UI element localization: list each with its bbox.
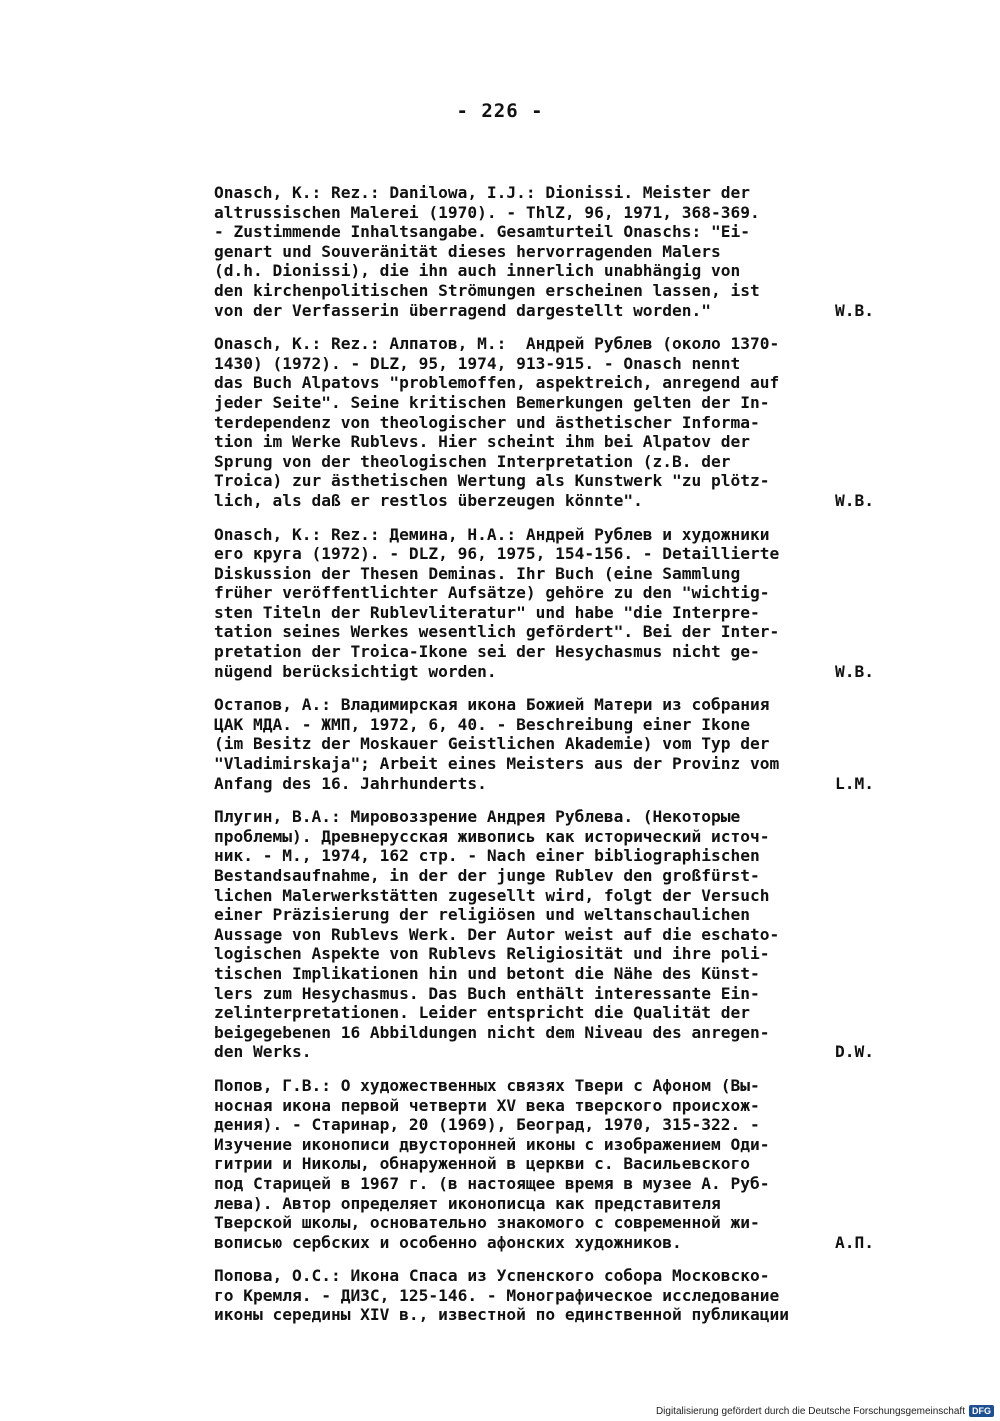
bibliography-entry: [214, 695, 894, 793]
entry-line: Остапов, А.: Владимирская икона Божией Матери из собрания: [214, 695, 770, 715]
entry-line: lichen Malerwerkstätten zugesellt wird, folgt der Versuch: [214, 885, 770, 905]
entry-line: Тверской школы, основательно знакомого с современной жи-: [214, 1213, 760, 1233]
entry-line: Плугин, В.А.: Мировоззрение Андрея Рублева. (Некоторые: [214, 807, 741, 827]
footer-text: Digitalisierung gefördert durch die Deutsche Forschungsgemeinschaft: [655, 1405, 965, 1417]
reviewer-initials: D.W.: [835, 1042, 874, 1062]
entry-line: го Кремля. - ДИЗС, 125-146. - Монографическое исследование: [214, 1285, 780, 1305]
entry-line: tation seines Werkes wesentlich gefördert". Bei der Inter-: [214, 622, 780, 642]
entry-line: zelinterpretationen. Leider entspricht die Qualität der: [214, 1003, 751, 1023]
entry-line: Попов, Г.В.: О художественных связях Твери с Афоном (Вы-: [214, 1075, 760, 1095]
bibliography-entry: [214, 183, 894, 320]
entry-line: "Vladimirskaja"; Arbeit eines Meisters aus der Provinz vom: [214, 754, 780, 774]
entry-line: lers zum Hesychasmus. Das Buch enthält interessante Ein-: [214, 983, 760, 1003]
entry-line: иконы середины XIV в., известной по единственной публикации: [214, 1305, 789, 1325]
entry-line: под Старицей в 1967 г. (в настоящее время в музее А. Руб-: [214, 1173, 770, 1193]
entry-last-line: [214, 1233, 894, 1253]
entry-line: Onasch, K.: Rez.: Danilowa, I.J.: Dionissi. Meister der: [214, 183, 751, 202]
entry-line: Troica) zur ästhetischen Wertung als Kunstwerk "zu plötz-: [214, 471, 770, 491]
entry-last-line: [214, 1042, 894, 1062]
reviewer-initials: А.П.: [835, 1232, 874, 1252]
entry-line: Bestandsaufnahme, in der der junge Rublev den großfürst-: [214, 866, 760, 885]
entry-line: Onasch, K.: Rez.: Алпатов, М.: Андрей Рублев (около 1370-: [214, 334, 780, 354]
entry-line: Sprung von der theologischen Interpretation (z.B. der: [214, 451, 731, 471]
entry-line: лева). Автор определяет иконописца как представителя: [214, 1193, 721, 1213]
entry-line: terdependenz von theologischer und ästhetischer Informa-: [214, 412, 760, 432]
reviewer-initials: L.M.: [835, 773, 874, 793]
entry-line: вописью сербских и особенно афонских художников.: [214, 1232, 682, 1252]
entry-line: tischen Implikationen hin und betont die Nähe des Künst-: [214, 963, 760, 983]
entry-line: его круга (1972). - DLZ, 96, 1975, 154-156. - Detaillierte: [214, 544, 780, 564]
entry-line: sten Titeln der Rublevliteratur" und habe "die Interpre-: [214, 602, 760, 622]
entry-line: дения). - Старинар, 20 (1969), Београд, 1970, 315-322. -: [214, 1115, 760, 1135]
entry-line: Diskussion der Thesen Deminas. Ihr Buch (eine Sammlung: [214, 563, 741, 583]
reviewer-initials: W.B.: [835, 300, 874, 320]
entry-line: ник. - М., 1974, 162 стр. - Nach einer bibliographischen: [214, 846, 760, 866]
entry-line: von der Verfasserin überragend dargestellt worden.": [214, 300, 712, 320]
entry-line: genart und Souveränität dieses hervorragenden Malers: [214, 241, 721, 261]
entry-line: nügend berücksichtigt worden.: [214, 661, 497, 681]
entry-last-line: [214, 491, 894, 511]
entry-line: проблемы). Древнерусская живопись как исторический источ-: [214, 826, 770, 846]
page-number: - 226 -: [456, 100, 544, 122]
entry-line: - Zustimmende Inhaltsangabe. Gesamturteil Onaschs: "Ei-: [214, 222, 751, 242]
footer: [656, 1405, 994, 1417]
entry-line: logischen Aspekte von Rublevs Religiosität und ihre poli-: [214, 944, 770, 964]
entry-line: носная икона первой четверти XV века тверского происхож-: [214, 1095, 760, 1115]
dfg-logo-icon: DFG: [969, 1405, 994, 1417]
bibliography-entry: [214, 807, 894, 1062]
entry-line: (d.h. Dionissi), die ihn auch innerlich unabhängig von: [214, 261, 741, 281]
reviewer-initials: W.B.: [835, 490, 874, 510]
entry-last-line: [214, 774, 894, 794]
entry-line: 1430) (1972). - DLZ, 95, 1974, 913-915. - Onasch nennt: [214, 353, 741, 373]
entry-line: Aussage von Rublevs Werk. Der Autor weist auf die eschato-: [214, 924, 780, 944]
bibliography-entry: [214, 334, 894, 510]
entry-line: beigegebenen 16 Abbildungen nicht dem Niveau des anregen-: [214, 1022, 770, 1042]
entry-line: гитрии и Николы, обнаруженной в церкви с. Васильевского: [214, 1154, 751, 1174]
bibliography-entries: [214, 183, 894, 1339]
entry-line: jeder Seite". Seine kritischen Bemerkungen gelten der In-: [214, 392, 770, 412]
entry-line: einer Präzisierung der religiösen und weltanschaulichen: [214, 905, 751, 925]
entry-line: Изучение иконописи двусторонней иконы с изображением Оди-: [214, 1134, 770, 1154]
entry-line: pretation der Troica-Ikone sei der Hesychasmus nicht ge-: [214, 642, 760, 662]
entry-line: Anfang des 16. Jahrhunderts.: [214, 773, 487, 793]
bibliography-entry: [214, 525, 894, 682]
entry-line: (im Besitz der Moskauer Geistlichen Akademie) vom Typ der: [214, 734, 770, 754]
entry-line: das Buch Alpatovs "problemoffen, aspektreich, anregend auf: [214, 373, 780, 393]
entry-line: tion im Werke Rublevs. Hier scheint ihm bei Alpatov der: [214, 432, 751, 452]
entry-line: Onasch, K.: Rez.: Демина, Н.А.: Андрей Рублев и художники: [214, 524, 770, 544]
entry-line: den Werks.: [214, 1042, 312, 1062]
bibliography-entry: [214, 1266, 894, 1325]
entry-line: ЦАК МДА. - ЖМП, 1972, 6, 40. - Beschreibung einer Ikone: [214, 714, 751, 734]
entry-last-line: [214, 662, 894, 682]
entry-line: altrussischen Malerei (1970). - ThlZ, 96, 1971, 368-369.: [214, 202, 760, 222]
entry-line: früher veröffentlichter Aufsätze) gehöre zu den "wichtig-: [214, 583, 770, 603]
reviewer-initials: W.B.: [835, 661, 874, 681]
entry-last-line: [214, 301, 894, 321]
entry-line: den kirchenpolitischen Strömungen erscheinen lassen, ist: [214, 280, 760, 300]
entry-line: lich, als daß er restlos überzeugen könnte".: [214, 490, 643, 510]
entry-line: Попова, О.С.: Икона Спаса из Успенского собора Московско-: [214, 1266, 770, 1286]
bibliography-entry: [214, 1076, 894, 1252]
